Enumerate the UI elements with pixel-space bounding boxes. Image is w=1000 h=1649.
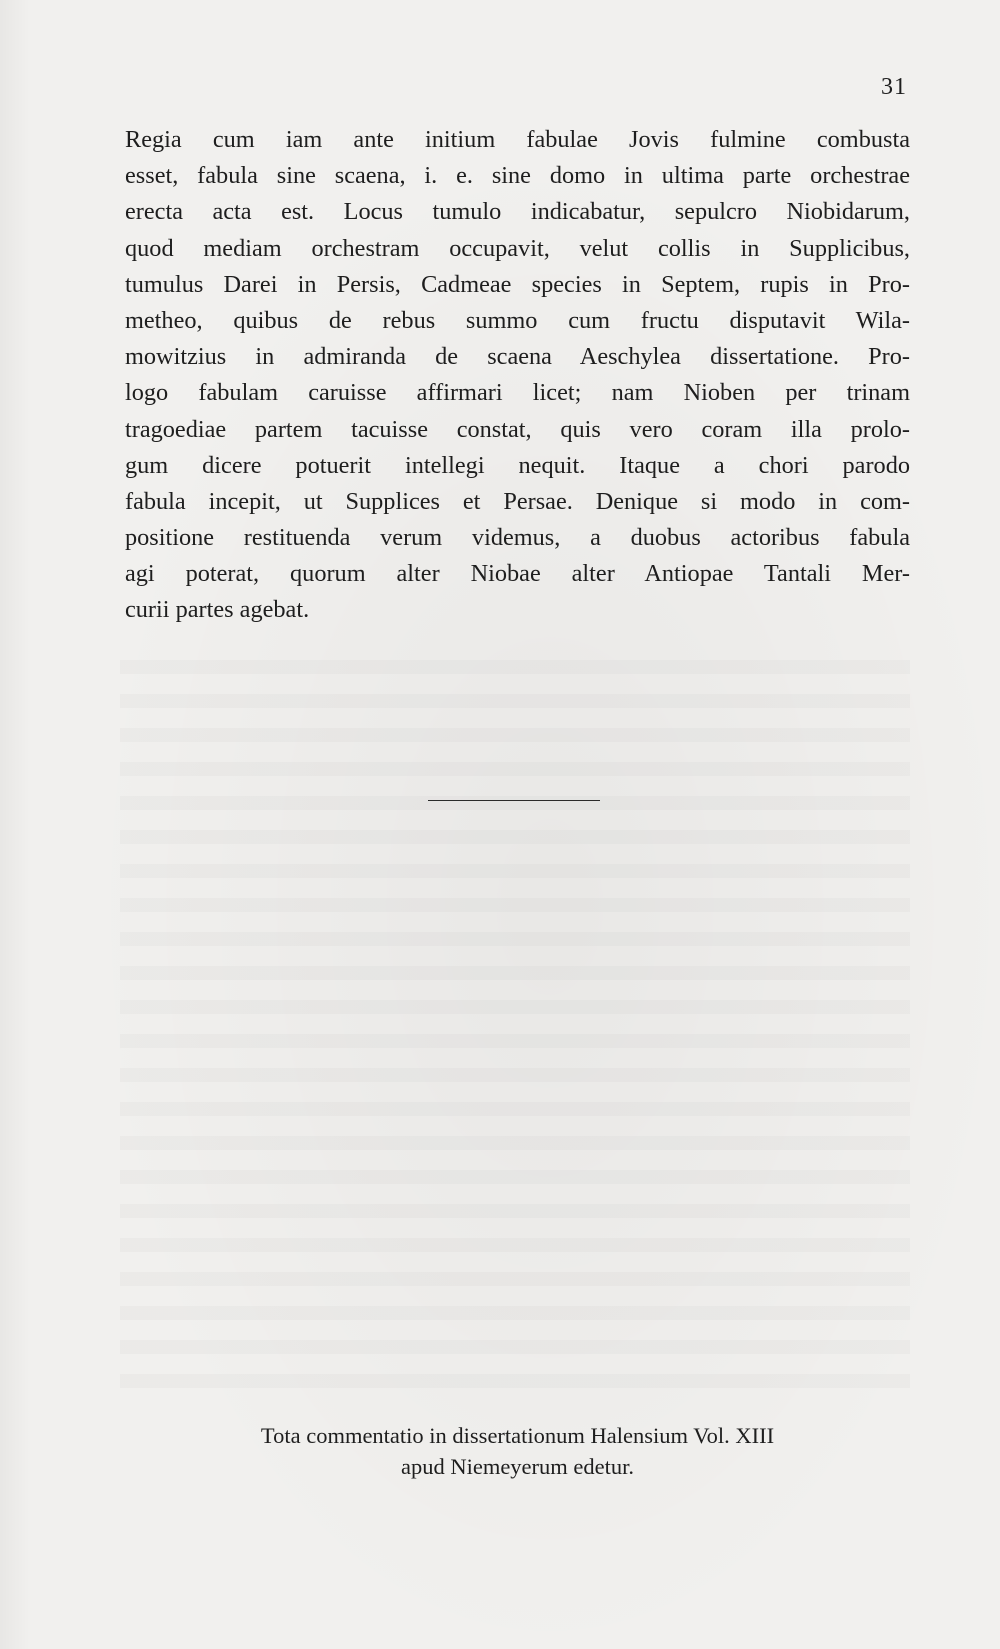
footnote-line: Tota commentatio in dissertationum Halensium Vol. XIII xyxy=(260,1423,775,1448)
text-line: quod mediam orchestram occupavit, velut collis in Supplicibus, xyxy=(125,234,910,262)
text-line: metheo, quibus de rebus summo cum fructu disputavit Wila- xyxy=(125,306,910,334)
page-number: 31 xyxy=(881,74,907,100)
text-line: esset, fabula sine scaena, i. e. sine domo in ultima parte orchestrae xyxy=(125,162,910,190)
footnote xyxy=(125,1420,910,1482)
text-line: curii partes agebat. xyxy=(125,596,310,624)
footnote-line: apud Niemeyerum edetur. xyxy=(400,1454,635,1479)
text-line: agi poterat, quorum alter Niobae alter Antiopae Tantali Mer- xyxy=(125,560,910,588)
bleed-through-texture xyxy=(120,640,910,1400)
text-line: fabula incepit, ut Supplices et Persae. Denique si modo in com- xyxy=(125,487,910,515)
main-paragraph xyxy=(125,122,910,629)
text-line: tragoediae partem tacuisse constat, quis vero coram illa prolo- xyxy=(125,415,910,443)
text-line: positione restituenda verum videmus, a duobus actoribus fabula xyxy=(125,524,910,552)
text-line: Regia cum iam ante initium fabulae Jovis fulmine combusta xyxy=(125,126,910,153)
text-line: erecta acta est. Locus tumulo indicabatur, sepulcro Niobidarum, xyxy=(125,198,910,226)
divider-rule xyxy=(428,800,600,801)
text-line: gum dicere potuerit intellegi nequit. Itaque a chori parodo xyxy=(125,451,910,479)
text-line: mowitzius in admiranda de scaena Aeschylea dissertatione. Pro- xyxy=(125,343,910,371)
text-line: tumulus Darei in Persis, Cadmeae species in Septem, rupis in Pro- xyxy=(125,270,910,298)
text-line: logo fabulam caruisse affirmari licet; nam Nioben per trinam xyxy=(125,379,910,407)
